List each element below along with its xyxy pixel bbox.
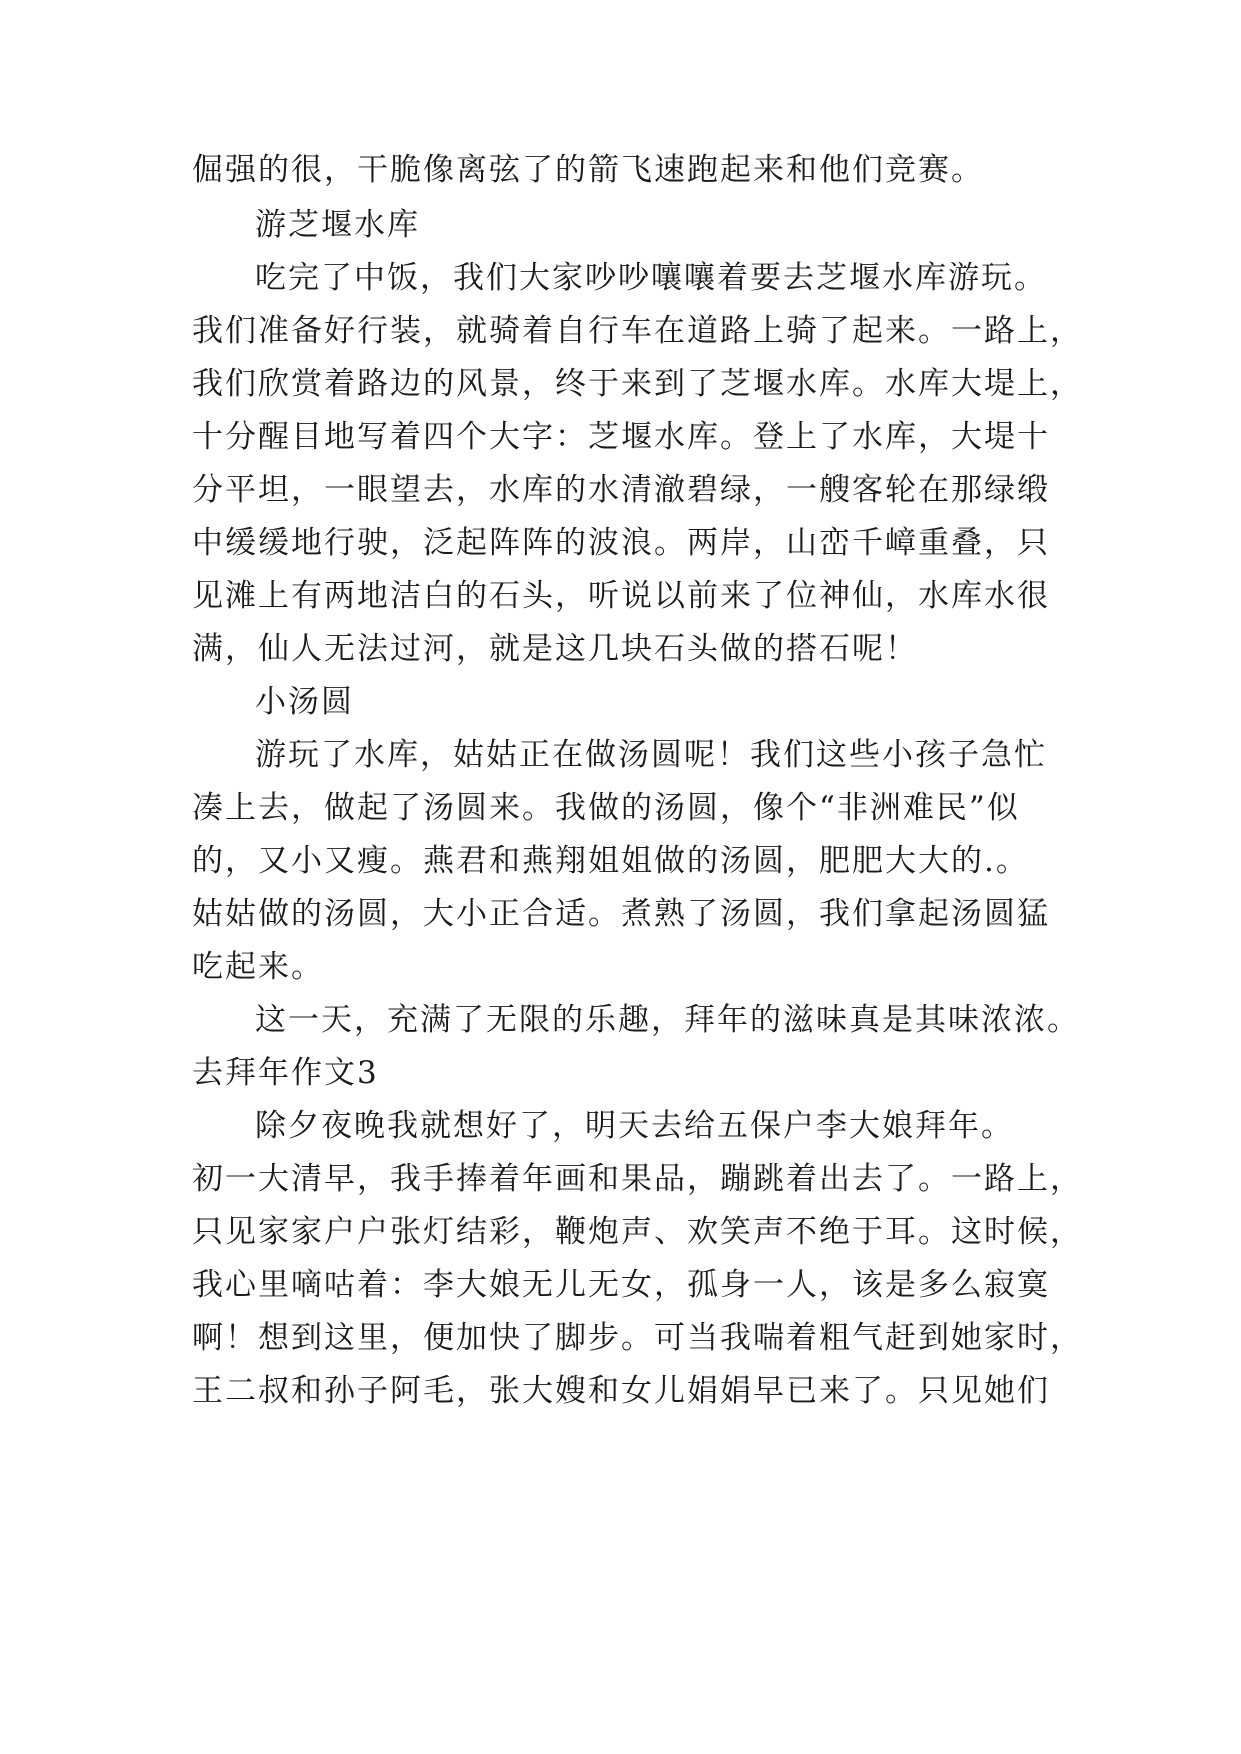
paragraph-line: 除夕夜晚我就想好了，明天去给五保户李大娘拜年。 xyxy=(255,1108,1014,1144)
section-title: 去拜年作文3 xyxy=(192,1055,379,1091)
paragraph-line: 的，又小又瘦。燕君和燕翔姐姐做的汤圆，肥肥大大的.。 xyxy=(192,843,1029,879)
paragraph-line: 倔强的很，干脆像离弦了的箭飞速跑起来和他们竞赛。 xyxy=(192,152,984,188)
paragraph-line: 只见家家户户张灯结彩，鞭炮声、欢笑声不绝于耳。这时候， xyxy=(192,1214,1083,1250)
section-heading: 游芝堰水库 xyxy=(255,207,420,243)
paragraph-line: 吃完了中饭，我们大家吵吵嚷嚷着要去芝堰水库游玩。 xyxy=(255,260,1047,296)
paragraph-line: 分平坦，一眼望去，水库的水清澈碧绿，一艘客轮在那绿缎 xyxy=(192,472,1050,508)
paragraph-line: 我们欣赏着路边的风景，终于来到了芝堰水库。水库大堤上， xyxy=(192,366,1083,402)
paragraph-line: 见滩上有两地洁白的石头，听说以前来了位神仙，水库水很 xyxy=(192,578,1050,614)
section-heading: 小汤圆 xyxy=(255,684,354,720)
paragraph-line: 凑上去，做起了汤圆来。我做的汤圆，像个“非洲难民”似 xyxy=(192,790,1020,826)
paragraph-line: 十分醒目地写着四个大字：芝堰水库。登上了水库，大堤十 xyxy=(192,419,1050,455)
paragraph-line: 王二叔和孙子阿毛，张大嫂和女儿娟娟早已来了。只见她们 xyxy=(192,1373,1050,1409)
paragraph-line: 满，仙人无法过河，就是这几块石头做的搭石呢！ xyxy=(192,631,918,667)
paragraph-line: 啊！想到这里，便加快了脚步。可当我喘着粗气赶到她家时， xyxy=(192,1320,1083,1356)
paragraph-line: 中缓缓地行驶，泛起阵阵的波浪。两岸，山峦千嶂重叠，只 xyxy=(192,525,1050,561)
paragraph-line: 初一大清早，我手捧着年画和果品，蹦跳着出去了。一路上， xyxy=(192,1161,1083,1197)
paragraph-line: 姑姑做的汤圆，大小正合适。煮熟了汤圆，我们拿起汤圆猛 xyxy=(192,896,1050,932)
paragraph-line: 我们准备好行装，就骑着自行车在道路上骑了起来。一路上， xyxy=(192,313,1083,349)
paragraph-line: 吃起来。 xyxy=(192,949,324,985)
paragraph-line: 我心里嘀咕着：李大娘无儿无女，孤身一人，该是多么寂寞 xyxy=(192,1267,1050,1303)
paragraph-line: 这一天，充满了无限的乐趣，拜年的滋味真是其味浓浓。 xyxy=(255,1002,1080,1038)
paragraph-line: 游玩了水库，姑姑正在做汤圆呢！我们这些小孩子急忙 xyxy=(255,737,1047,773)
